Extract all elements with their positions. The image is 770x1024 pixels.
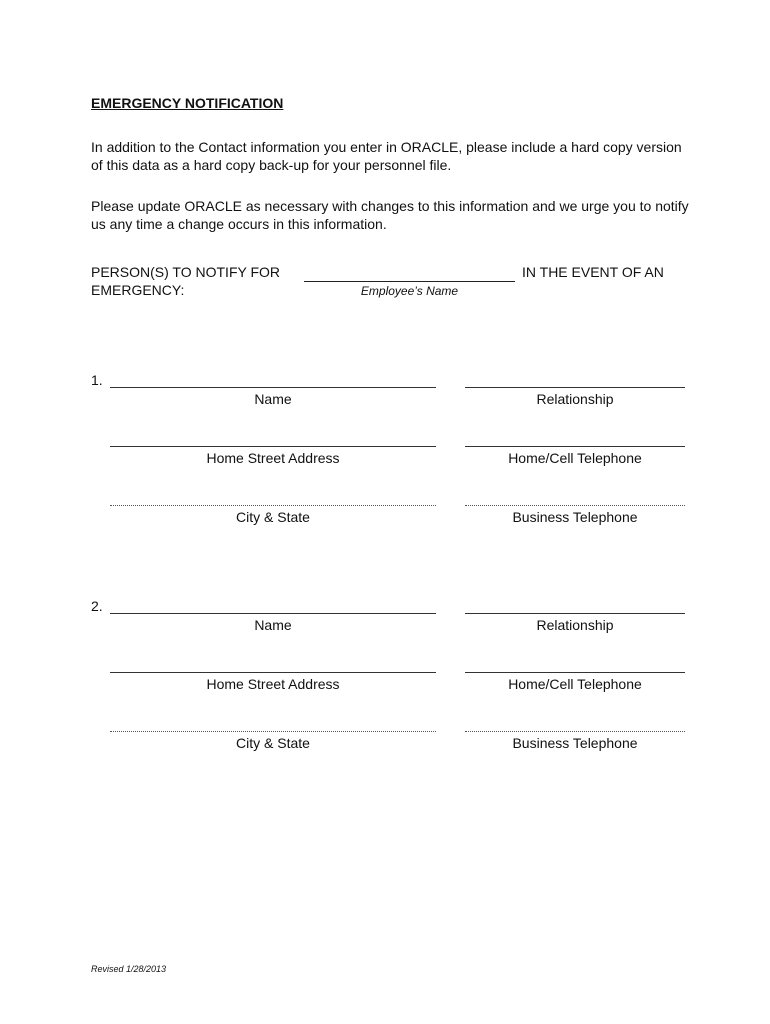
contact-2-city-label: City & State [236, 735, 310, 751]
contact-2-city-field[interactable] [110, 731, 436, 732]
contact-2-relationship-field[interactable] [465, 613, 685, 614]
notify-label-line1: PERSON(S) TO NOTIFY FOR [91, 264, 281, 280]
contact-1-home-phone-label: Home/Cell Telephone [508, 450, 642, 466]
contact-2-address-label: Home Street Address [206, 676, 340, 692]
employee-name-field[interactable] [304, 281, 515, 282]
contact-2-number: 2. [91, 598, 103, 614]
contact-2-name-field[interactable] [110, 613, 436, 614]
contact-2-business-phone-label: Business Telephone [512, 735, 638, 751]
form-title: EMERGENCY NOTIFICATION [91, 95, 284, 111]
contact-1-number: 1. [91, 372, 103, 388]
contact-1-city-field[interactable] [110, 505, 436, 506]
contact-1-business-phone-field[interactable] [465, 505, 685, 506]
contact-2-relationship-label: Relationship [536, 617, 614, 633]
notify-event-text: IN THE EVENT OF AN [522, 264, 664, 280]
intro-paragraph: In addition to the Contact information you enter in ORACLE, please include a hard copy version of this data as a hard copy back-up for your personnel file. [91, 139, 682, 173]
contact-1-address-label: Home Street Address [206, 450, 340, 466]
notify-label [91, 263, 280, 299]
contact-2-address-field[interactable] [110, 672, 436, 673]
contact-1-home-phone-field[interactable] [465, 446, 685, 447]
employee-name-caption: Employee’s Name [360, 284, 459, 298]
contact-1-relationship-field[interactable] [465, 387, 685, 388]
contact-2-home-phone-label: Home/Cell Telephone [508, 676, 642, 692]
contact-1-name-label: Name [254, 391, 292, 407]
contact-1-address-field[interactable] [110, 446, 436, 447]
contact-1-city-label: City & State [236, 509, 310, 525]
contact-1-business-phone-label: Business Telephone [512, 509, 638, 525]
contact-2-name-label: Name [254, 617, 292, 633]
revision-footer: Revised 1/28/2013 [91, 964, 167, 974]
contact-2-business-phone-field[interactable] [465, 731, 685, 732]
notify-label-line2: EMERGENCY: [91, 282, 185, 298]
update-paragraph: Please update ORACLE as necessary with changes to this information and we urge you to notify us any time a change occurs in this information. [91, 198, 689, 232]
contact-2-home-phone-field[interactable] [465, 672, 685, 673]
contact-1-name-field[interactable] [110, 387, 436, 388]
contact-1-relationship-label: Relationship [536, 391, 614, 407]
